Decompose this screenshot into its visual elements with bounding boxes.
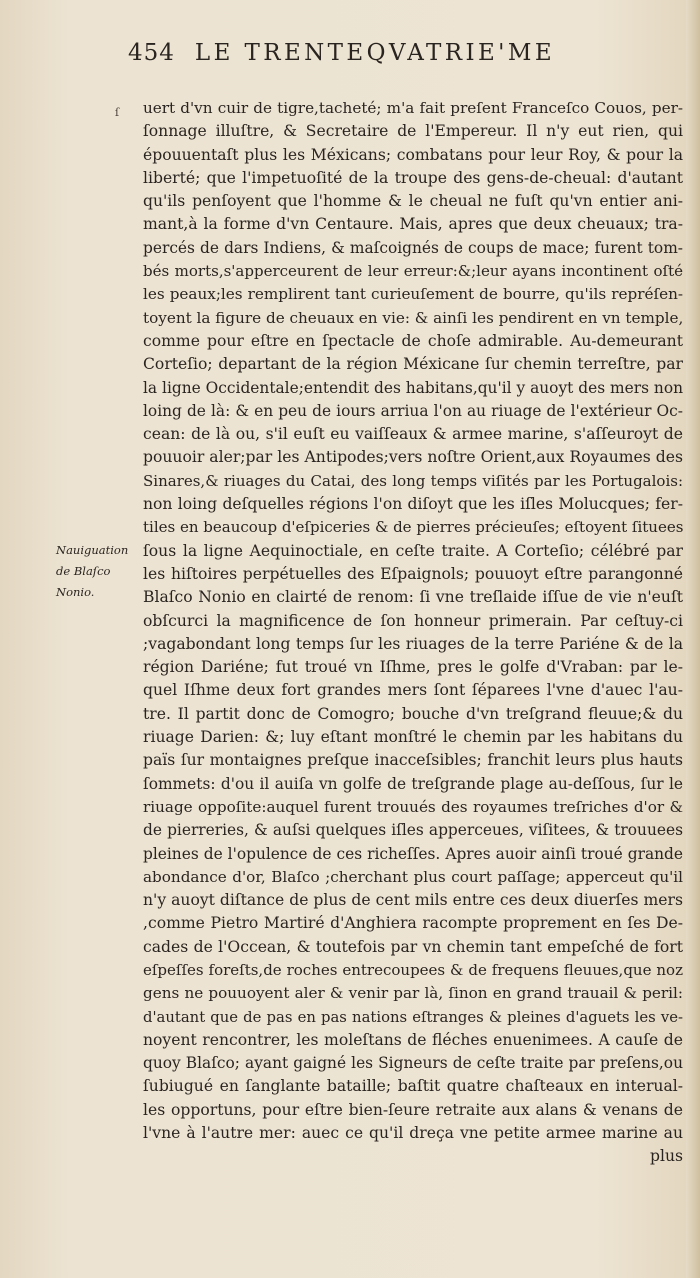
- text-line: abondance d'or, Blaſco ;cherchant plus court paſſage; apperceut qu'il: [143, 867, 683, 886]
- text-line: bés morts,s'apperceurent de leur erreur:&;leur ayans incontinent oſté: [143, 262, 683, 281]
- text-line: d'autant que de pas en pas nations eſtranges & pleines d'aguets les ve-: [143, 1008, 683, 1026]
- text-line: pouuoir aler;par les Antipodes;vers noſtre Orient,aux Royaumes des: [143, 448, 683, 467]
- text-line: eſpeſſes foreſts,de roches entrecoupees & de frequens fleuues,que noz: [143, 960, 683, 979]
- text-line: ſommets: d'ou il auiſa vn golfe de treſgrande plage au-deſſous, ſur le: [143, 774, 683, 793]
- text-line: comme pour eſtre en ſpectacle de choſe admirable. Au-demeurant: [143, 331, 683, 350]
- text-line: ;vagabondant long temps ſur les riuages de la terre Pariéne & de la: [143, 634, 683, 653]
- text-line: Sinares,& riuages du Catai, des long temps viſités par les Portugalois:: [143, 471, 683, 490]
- text-line: cean: de là ou, s'il euſt eu vaiſſeaux & armee marine, s'aſſeuroyt de: [143, 425, 683, 444]
- marginal-note-line: Nonio.: [56, 585, 95, 599]
- page-header: [128, 40, 688, 80]
- text-line: les opportuns, pour eſtre bien-ſeure retraite aux alans & venans de: [143, 1100, 683, 1119]
- page-number: 454: [128, 40, 175, 66]
- text-line: pleines de l'opulence de ces richeſſes. Apres auoir ainſi troué grande: [143, 844, 683, 863]
- text-line: mant,à la forme d'vn Centaure. Mais, apres que deux cheuaux; tra-: [143, 215, 683, 234]
- running-title: LE TRENTEQVATRIE'ME: [194, 40, 556, 66]
- text-line: riuage oppoſite:auquel furent trouués des royaumes treſriches d'or &: [143, 797, 683, 816]
- text-line: n'y auoyt diſtance de plus de cent mils entre ces deux diuerſes mers: [143, 891, 683, 910]
- text-line: la ligne Occidentale;entendit des habitans,qu'il y auoyt des mers non: [143, 378, 683, 397]
- text-line: non loing deſquelles régions l'on diſoyt que les iſles Molucques; fer-: [143, 495, 683, 514]
- text-line: l'vne à l'autre mer: auec ce qu'il dreça vne petite armee marine au: [143, 1124, 683, 1143]
- text-line: qu'ils penſoyent que l'homme & le cheual ne fuſt qu'vn entier ani-: [143, 192, 683, 211]
- text-line: païs ſur montaignes preſque inacceſsibles; franchit leurs plus hauts: [143, 751, 683, 770]
- text-line: Corteſio; departant de la région Méxicane ſur chemin terreſtre, par: [143, 355, 683, 374]
- text-line: gens ne pouuoyent aler & venir par là, ſinon en grand trauail & peril:: [143, 984, 683, 1003]
- text-line: les peaux;les remplirent tant curieuſement de bourre, qu'ils repréſen-: [143, 285, 683, 304]
- text-line: toyent la figure de cheuaux en vie: & ainſi les pendirent en vn temple,: [143, 308, 683, 327]
- text-line: quel Iſhme deux fort grandes mers ſont ſéparees l'vne d'auec l'au-: [143, 681, 683, 700]
- text-line: cades de l'Occean, & toutefois par vn chemin tant empeſché de fort: [143, 937, 683, 956]
- text-line: obſcurci la magnificence de ſon honneur primerain. Par ceſtuy-ci: [143, 611, 683, 630]
- text-line: ,comme Pietro Martiré d'Anghiera racompte proprement en ſes De-: [143, 914, 683, 933]
- catchword: plus: [649, 1147, 683, 1166]
- body-text: [143, 97, 683, 1169]
- text-line: ſous la ligne Aequinoctiale, en ceſte traite. A Corteſio; célébré par: [143, 541, 683, 560]
- margin-mark: ſ: [115, 106, 120, 119]
- text-line: tiles en beaucoup d'eſpiceries & de pierres précieuſes; eſtoyent ſituees: [143, 518, 683, 537]
- text-line: de pierreries, & auſsi quelques iſles apperceues, viſitees, & trouuees: [143, 821, 683, 840]
- text-line: riuage Darien: &; luy eſtant monſtré le chemin par les habitans du: [143, 728, 683, 747]
- text-line: épouuentaſt plus les Méxicans; combatans pour leur Roy, & pour la: [143, 145, 683, 164]
- text-line: Blaſco Nonio en clairté de renom: ſi vne treſlaide iſſue de vie n'euſt: [143, 588, 683, 607]
- text-line: uert d'vn cuir de tigre,tacheté; m'a fait preſent Franceſco Couos, per-: [143, 99, 683, 117]
- text-line: ſubiugué en ſanglante bataille; baſtit quatre chaſteaux en interual-: [143, 1077, 683, 1096]
- text-line: quoy Blaſco; ayant gaigné les Signeurs de ceſte traite par preſens,ou: [143, 1054, 683, 1073]
- marginal-note-line: de Blaſco: [56, 564, 111, 578]
- text-line: percés de dars Indiens, & maſcoignés de coups de mace; furent tom-: [143, 238, 683, 257]
- text-line: région Dariéne; fut troué vn Iſhme, pres le golfe d'Vraban: par le-: [143, 658, 683, 677]
- marginal-note: [56, 540, 142, 603]
- marginal-note-line: Nauiguation: [56, 543, 129, 557]
- text-line: liberté; que l'impetuoſité de la troupe des gens-de-cheual: d'autant: [143, 168, 683, 187]
- text-line: tre. Il partit donc de Comogro; bouche d'vn treſgrand fleuue;& du: [143, 704, 683, 723]
- text-line: les hiſtoires perpétuelles des Eſpaignols; pouuoyt eſtre parangonné: [143, 564, 683, 583]
- text-line: noyent rencontrer, les moleſtans de fléches enuenimees. A cauſe de: [143, 1030, 683, 1049]
- page-edge-shadow: [686, 0, 700, 1278]
- text-line: ſonnage illuſtre, & Secretaire de l'Empereur. Il n'y eut rien, qui: [143, 122, 683, 141]
- text-line: loing de là: & en peu de iours arriua l'on au riuage de l'extérieur Oc-: [143, 401, 683, 420]
